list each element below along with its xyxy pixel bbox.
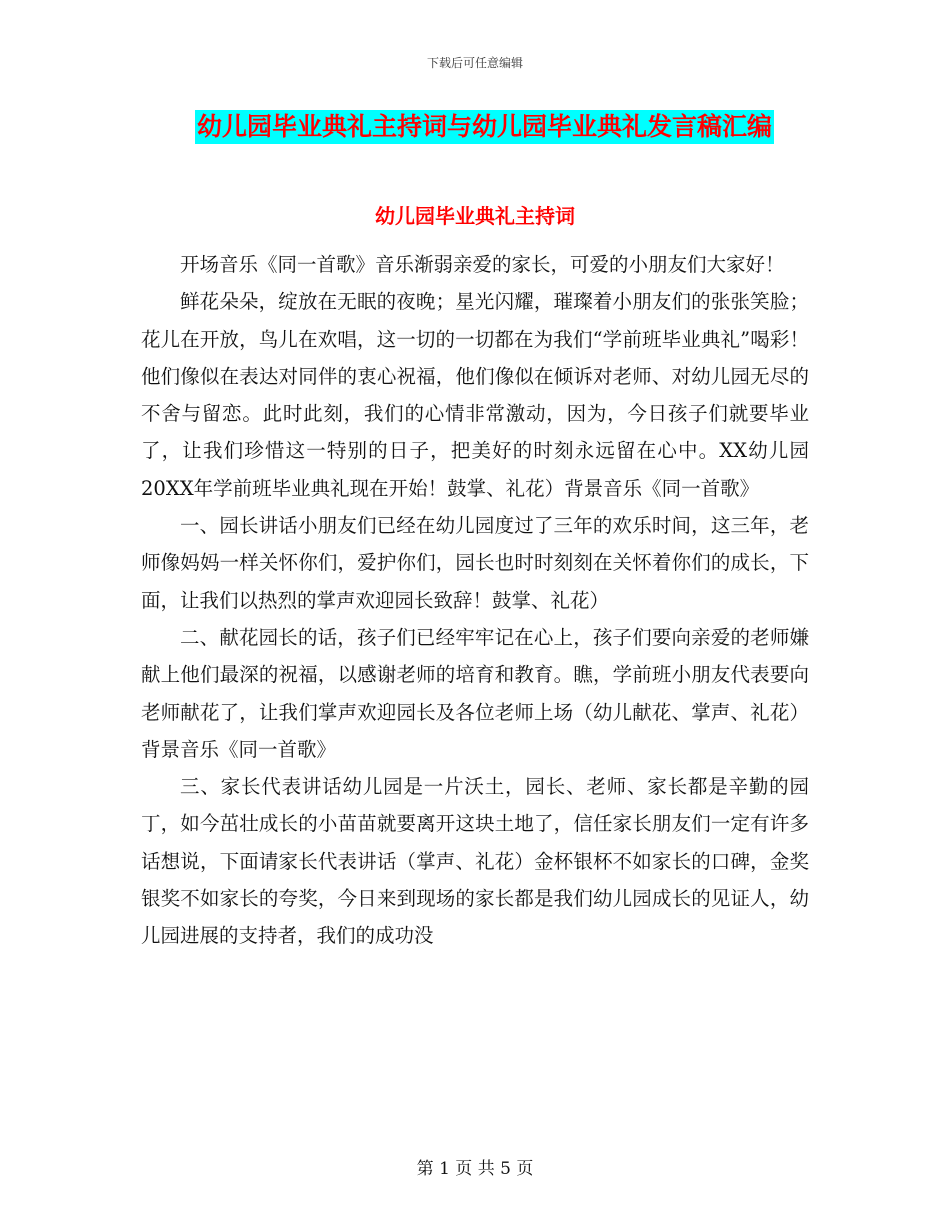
paragraph: 三、家长代表讲话幼儿园是一片沃土，园长、老师、家长都是辛勤的园丁，如今茁壮成长的小苗苗就要离开这块土地了，信任家长朋友们一定有许多话想说，下面请家长代表讲话（掌声、礼花）金杯银杯不如家长的口碑，金奖银奖不如家长的夸奖，今日来到现场的家长都是我们幼儿园成长的见证人，幼儿园进展的支持者，我们的成功没 [141,775,809,948]
document-body [141,246,809,955]
document-main-title: 幼儿园毕业典礼主持词与幼儿园毕业典礼发言稿汇编 [195,110,774,144]
page-footer: 第 1 页 共 5 页 [416,1159,534,1179]
header-note: 下载后可任意编辑 [426,56,523,70]
paragraph: 开场音乐《同一首歌》音乐渐弱亲爱的家长，可爱的小朋友们大家好！ [180,253,785,276]
paragraph: 二、献花园长的话，孩子们已经牢牢记在心上，孩子们要向亲爱的老师嫌献上他们最深的祝福，以感谢老师的培育和教育。瞧，学前班小朋友代表要向老师献花了，让我们掌声欢迎园长及各位老师上场（幼儿献花、掌声、礼花）背景音乐《同一首歌》 [141,625,809,761]
section-title: 幼儿园毕业典礼主持词 [375,204,575,228]
paragraph: 鲜花朵朵，绽放在无眠的夜晚；星光闪耀，璀璨着小朋友们的张张笑脸；花儿在开放，鸟儿在欢唱，这一切的一切都在为我们“学前班毕业典礼”喝彩！他们像似在表达对同伴的衷心祝福，他们像似在倾诉对老师、对幼儿园无尽的不舍与留恋。此时此刻，我们的心情非常激动，因为，今日孩子们就要毕业了，让我们珍惜这一特别的日子，把美好的时刻永远留在心中。XX幼儿园20XX年学前班毕业典礼现在开始！鼓掌、礼花）背景音乐《同一首歌》 [141,290,809,500]
paragraph: 一、园长讲话小朋友们已经在幼儿园度过了三年的欢乐时间，这三年，老师像妈妈一样关怀你们，爱护你们，园长也时时刻刻在关怀着你们的成长，下面，让我们以热烈的掌声欢迎园长致辞！鼓掌、礼花） [141,514,809,612]
